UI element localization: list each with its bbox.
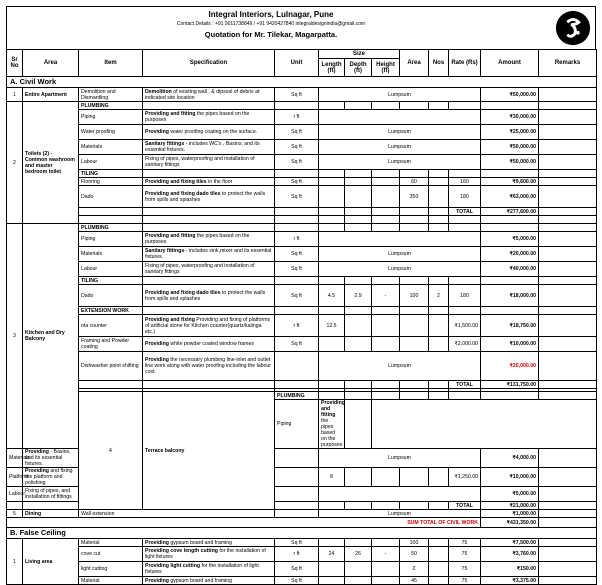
table-row: Dado Providing and fixing dado tiles to protect the walls from spills and splashes Sq ft 4.5 2.9 - 100 2 180 ₹18,000.00 <box>7 285 597 307</box>
table-row: 1 Entire Apartment Demolition and Dismantling Demolition of existing wall , & dipsosl of debris at indicated site location Sq ft Lumpsum ₹50,000.00 <box>7 88 597 102</box>
table-row: 3 Kitchen and Dry Balcony PLUMBING <box>7 224 597 232</box>
table-row: cove cut Providing cove length cutting for the installation of light fixtures r ft 24 26 - 50 75 ₹3,760.00 <box>7 547 597 562</box>
table-row: TILING <box>7 170 597 178</box>
col-area-total: Area <box>400 50 429 77</box>
col-depth: Depth (ft) <box>345 59 372 77</box>
quotation-sheet <box>6 6 596 585</box>
table-row: Piping Providing and fitting the pipes based on the purposes <box>7 400 597 449</box>
col-sr: Sr No <box>7 50 23 77</box>
col-specification: Specification <box>143 50 275 77</box>
table-row: Framing and Powder coating Providing white powder coated window frames Sq ft ₹2,000.00 ₹10,000.00 <box>7 337 597 352</box>
col-unit: Unit <box>275 50 319 77</box>
company-name: Integral Interiors, Lulnagar, Pune <box>208 10 334 19</box>
table-row: Materials Sanitary fittings - includes sink,mixer and its essential fixtures. Sq ft Lumpsum ₹20,000.00 <box>7 247 597 262</box>
table-row: ota counter Providing and fixing Providing and fixing of platforms of artificial stone for Kitchen counter(quartz/kalinga etc.) r ft 12.5 ₹1,500.00 ₹18,750.00 <box>7 315 597 337</box>
table-row-spacer <box>7 216 597 224</box>
table-row: EXTENSION WORK <box>7 307 597 315</box>
table-row: 5 Dining Wall extension Lumpsum ₹1,000.00 <box>7 510 597 518</box>
col-size: Size <box>319 50 400 59</box>
table-row-total: TOTAL ₹21,000.00 <box>7 502 597 510</box>
sum-total-row: SUM TOTAL OF CIVIL WORK ₹431,350.00 <box>7 518 597 528</box>
company-logo-icon <box>554 9 592 47</box>
quotation-table <box>6 49 597 585</box>
table-row: Materials Providing - Basins, and its essential fixtures. Lumpsum ₹4,000.00 <box>7 449 597 468</box>
table-row-total: TOTAL ₹277,600.00 <box>7 208 597 216</box>
section-false-ceiling: B. False Ceiling <box>7 528 597 539</box>
table-row: 2 Toilets (2) - Common washroom and master bedroom toilet PLUMBING <box>7 102 597 110</box>
col-nos: Nos <box>429 50 449 77</box>
table-row: Flooring Providing and fixing tiles in the floor Sq ft 60 160 ₹9,600.00 <box>7 178 597 186</box>
table-row: Piping Providing and fitting the pipes based on the purposes r ft ₹30,000.00 <box>7 110 597 125</box>
col-height: Height (ft) <box>372 59 400 77</box>
col-item: Item <box>79 50 143 77</box>
table-row: Labour Fixing of pipes, waterproofing and installation of sanitary fittings Sq ft Lumpsum ₹50,000.00 <box>7 155 597 170</box>
table-row: Dado Providing and fixing dado tiles to protect the walls from spills and splashes Sq ft 350 180 ₹63,000.00 <box>7 186 597 208</box>
quotation-title: Quotation for Mr. Tilekar, Magarpatta. <box>204 30 338 39</box>
table-row: 4 Terrace balcony PLUMBING <box>7 392 597 400</box>
table-row: Labour Fixing of pipes, waterproofing and installation of sanitary fittings Sq ft Lumpsum ₹40,000.00 <box>7 262 597 277</box>
col-amount: Amount <box>481 50 539 77</box>
col-rate: Rate (Rs) <box>449 50 481 77</box>
table-row: light cutting Providing light cutting for the installation of light fixtures Sq ft 2 75 ₹150.00 <box>7 562 597 577</box>
col-length: Length (ft) <box>319 59 345 77</box>
contact-details: Contact Details : +91 9011738849 / +91 9420427840 integraldesignindia@gmail.com <box>176 21 366 27</box>
table-row: Water proofing Providing water proofing coating on the surface. Sq ft Lumpsum ₹25,000.00 <box>7 125 597 140</box>
table-row: Labour Fixing of pipes, and installation of fittings ₹5,000.00 <box>7 487 597 502</box>
column-header-row <box>7 50 597 59</box>
table-row: TILING <box>7 277 597 285</box>
col-area: Area <box>23 50 79 77</box>
table-row: 1 Living area Material Providing gypsum board and framing Sq ft 100 75 ₹7,500.00 <box>7 539 597 547</box>
table-row: Material Providing gypsum board and framing Sq ft 45 75 ₹3,375.00 <box>7 577 597 585</box>
quotation-header <box>6 6 596 49</box>
col-remarks: Remarks <box>539 50 597 77</box>
section-civil-work: A. Civil Work <box>7 77 597 88</box>
table-row: Dishwasher point shifting Providing the necessary plumbing line-inlet and outlet line work along with water proofing including the labour cost. Lumpsum ₹20,000.00 <box>7 352 597 381</box>
table-row-total: TOTAL ₹131,750.00 <box>7 381 597 389</box>
table-row: Piping Providing and fitting the pipes based on the purposes r ft ₹5,000.00 <box>7 232 597 247</box>
table-row: Materials Sanitary fittings - includes WC's , Basins, and its essential fixtures. Sq ft Lumpsum ₹50,000.00 <box>7 140 597 155</box>
table-row: Platform Providing and fixing the platform and polishing 8 ₹1,250.00 ₹10,000.00 <box>7 468 597 487</box>
